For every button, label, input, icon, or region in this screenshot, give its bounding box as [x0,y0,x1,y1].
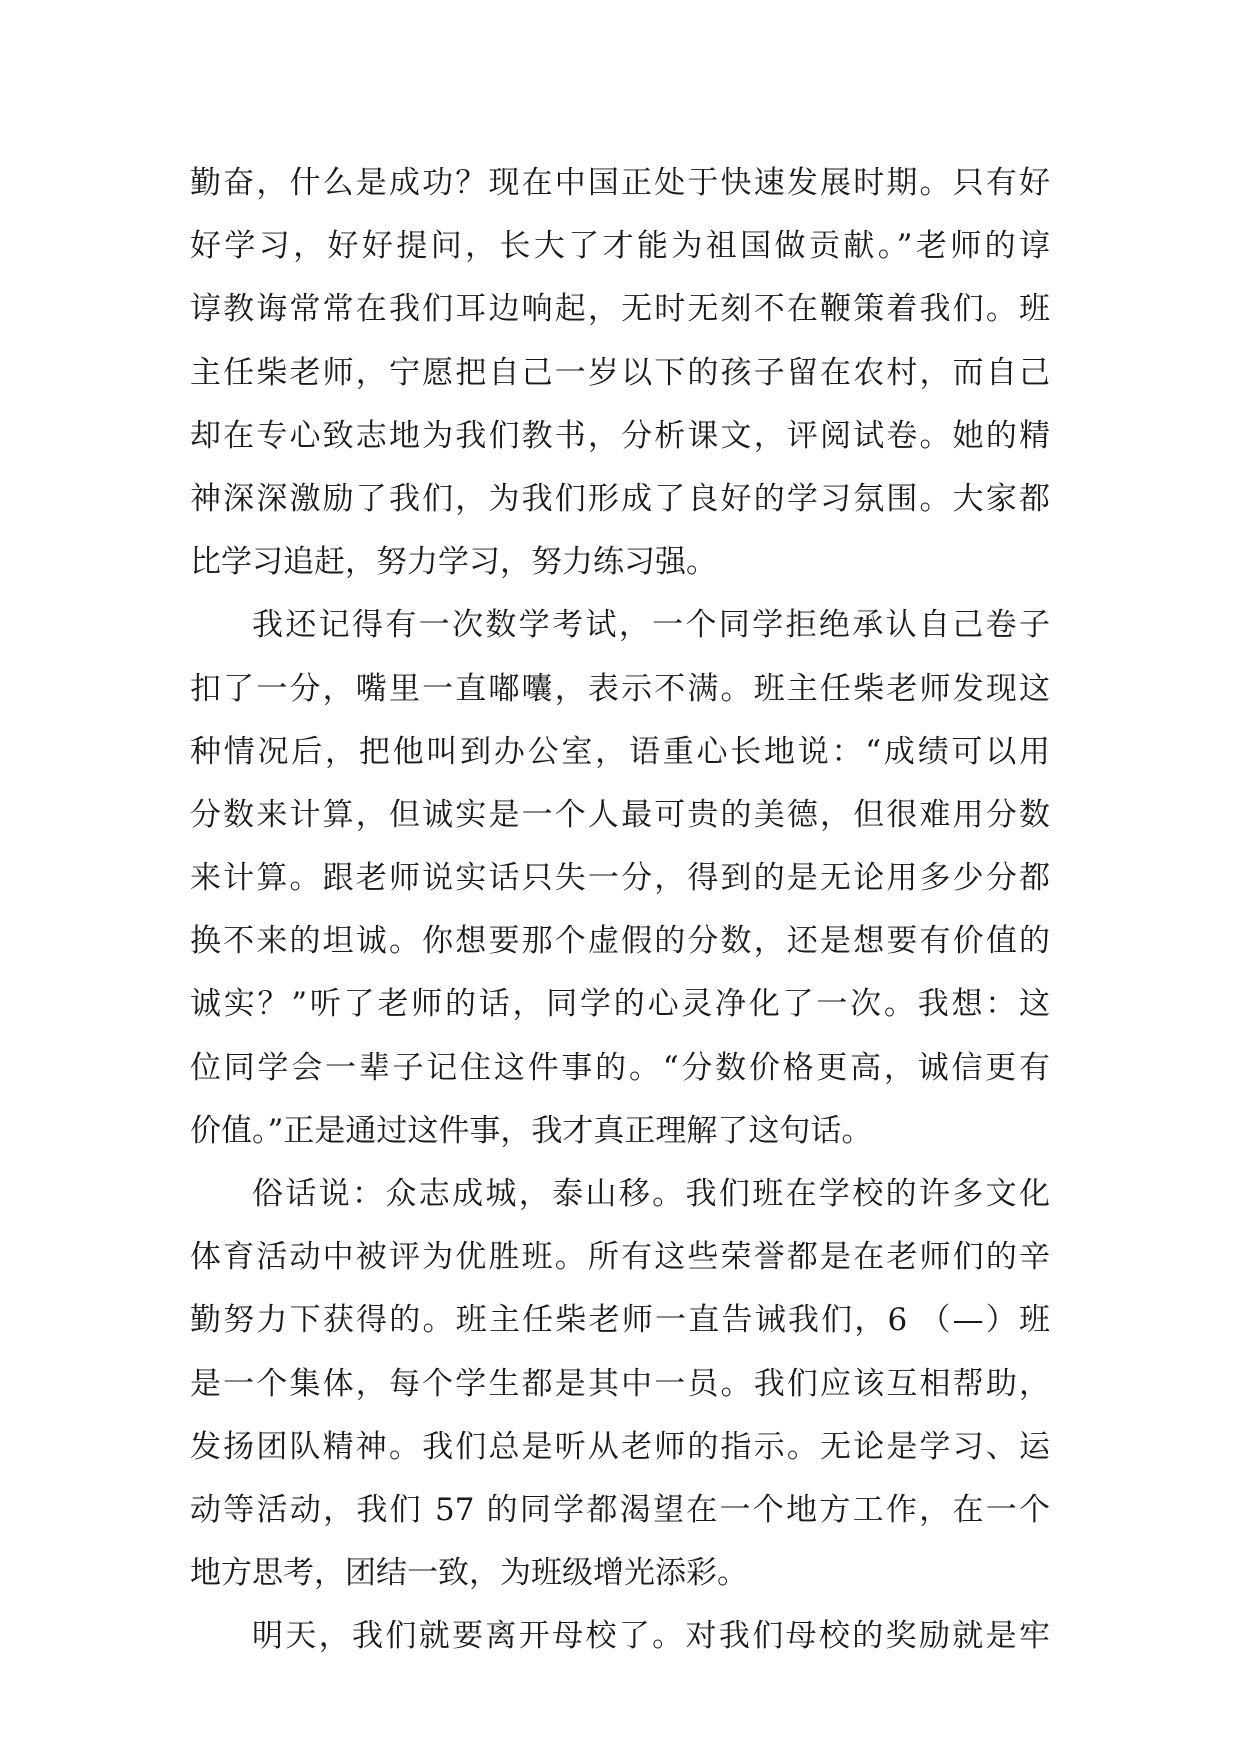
text-line: 扣了一分，嘴里一直嘟囔，表示不满。班主任柴老师发现这 [190,670,1050,707]
text-line: 却在专心致志地为我们教书，分析课文，评阅试卷。她的精 [190,417,1050,454]
text-line: 发扬团队精神。我们总是听从老师的指示。无论是学习、运 [190,1428,1050,1465]
text-line: 诚实？”听了老师的话，同学的心灵净化了一次。我想：这 [190,986,1050,1023]
text-line: 种情况后，把他叫到办公室，语重心长地说：“成绩可以用 [190,733,1050,770]
text-line: 来计算。跟老师说实话只失一分，得到的是无论用多少分都 [190,860,1050,897]
text-line: 体育活动中被评为优胜班。所有这些荣誉都是在老师们的辛 [190,1239,1050,1276]
text-line: 地方思考，团结一致，为班级增光添彩。 [190,1555,748,1592]
paragraph-first-line: 我还记得有一次数学考试，一个同学拒绝承认自己卷子 [252,607,1050,644]
text-line: 动等活动，我们 57 的同学都渴望在一个地方工作，在一个 [190,1491,1050,1528]
text-line: 勤奋，什么是成功？现在中国正处于快速发展时期。只有好 [190,165,1050,201]
text-line: 分数来计算，但诚实是一个人最可贵的美德，但很难用分数 [190,796,1050,833]
text-line: 谆教诲常常在我们耳边响起，无时无刻不在鞭策着我们。班 [190,291,1050,328]
text-line: 换不来的坦诚。你想要那个虚假的分数，还是想要有价值的 [190,923,1050,960]
text-line: 好学习，好好提问，长大了才能为祖国做贡献。”老师的谆 [190,228,1050,265]
text-line: 是一个集体，每个学生都是其中一员。我们应该互相帮助， [190,1365,1050,1402]
paragraph-first-line: 明天，我们就要离开母校了。对我们母校的奖励就是牢 [252,1618,1050,1655]
text-line: 比学习追赶，努力学习，努力练习强。 [190,544,717,581]
text-line: 勤努力下获得的。班主任柴老师一直告诫我们，6 （—）班 [190,1302,1050,1339]
text-line: 位同学会一辈子记住这件事的。“分数价格更高，诚信更有 [190,1049,1050,1086]
text-line: 价值。”正是通过这件事，我才真正理解了这句话。 [190,1112,873,1149]
text-line: 主任柴老师，宁愿把自己一岁以下的孩子留在农村，而自己 [190,354,1050,391]
text-line: 神深深激励了我们，为我们形成了良好的学习氛围。大家都 [190,480,1050,517]
document-body [190,152,1050,1669]
paragraph-first-line: 俗话说：众志成城，泰山移。我们班在学校的许多文化 [252,1176,1050,1212]
